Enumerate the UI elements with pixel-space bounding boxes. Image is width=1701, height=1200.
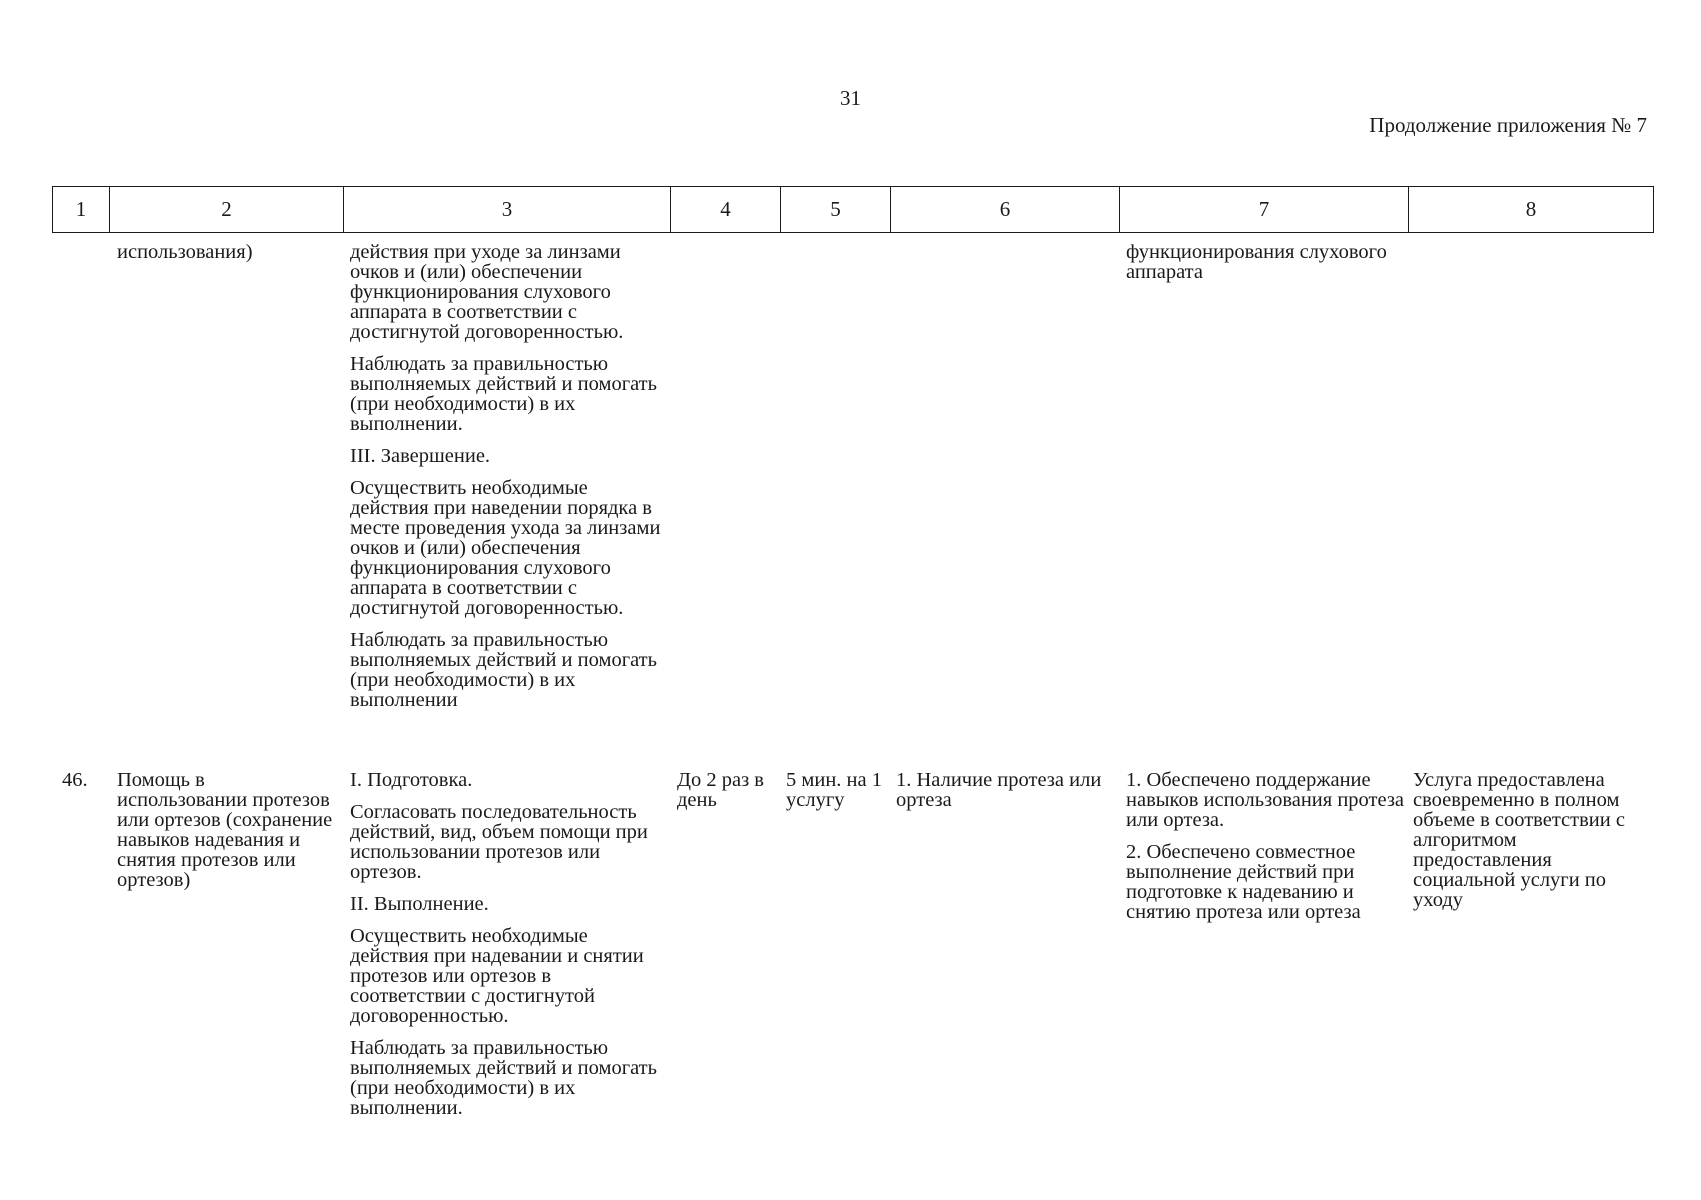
continued-description-para-1: действия при уходе за линзами очков и (или) обеспечении функционирования слухового аппарата в соответствии с достигнутой договоренностью. xyxy=(350,241,624,343)
continued-results xyxy=(1126,242,1408,282)
continued-service-name xyxy=(117,242,339,262)
row-46-description-para-3: II. Выполнение. xyxy=(350,893,489,915)
column-header-4: 4 xyxy=(671,187,781,233)
row-46-results xyxy=(1126,770,1408,922)
row-46-description-para-5: Наблюдать за правильностью выполняемых действий и помогать (при необходимости) в их выполнении. xyxy=(350,1037,657,1119)
row-46-description-para-2: Согласовать последовательность действий, вид, объем помощи при использовании протезов или ортезов. xyxy=(350,801,648,883)
row-46-description xyxy=(350,770,670,1118)
header-row xyxy=(53,187,1654,233)
continued-results-text: функционирования слухового аппарата xyxy=(1126,241,1387,283)
column-number-header xyxy=(52,186,1654,233)
column-header-1: 1 xyxy=(53,187,110,233)
row-46-description-para-1: I. Подготовка. xyxy=(350,769,473,791)
continued-service-name-text: использования) xyxy=(117,241,253,263)
column-header-7: 7 xyxy=(1120,187,1409,233)
column-header-2: 2 xyxy=(110,187,344,233)
continued-description xyxy=(350,242,670,710)
continued-description-para-2: Наблюдать за правильностью выполняемых действий и помогать (при необходимости) в их выполнении. xyxy=(350,353,657,435)
page-number: 31 xyxy=(840,86,861,110)
row-46-results-para-2: 2. Обеспечено совместное выполнение действий при подготовке к надеванию и снятию протеза или ортеза xyxy=(1126,841,1361,923)
row-46-frequency: До 2 раз в день xyxy=(677,769,764,811)
column-header-5: 5 xyxy=(781,187,891,233)
row-46-service-name: Помощь в использовании протезов или ортезов (сохранение навыков надевания и снятия протезов или ортезов) xyxy=(117,769,333,891)
continued-description-para-5: Наблюдать за правильностью выполняемых действий и помогать (при необходимости) в их выполнении xyxy=(350,629,657,711)
row-46-evaluation: Услуга предоставлена своевременно в полном объеме в соответствии с алгоритмом предоставления социальной услуги по уходу xyxy=(1413,769,1625,911)
row-46-conditions: 1. Наличие протеза или ортеза xyxy=(896,769,1102,811)
row-46-duration: 5 мин. на 1 услугу xyxy=(786,769,882,811)
column-header-6: 6 xyxy=(891,187,1120,233)
column-header-8: 8 xyxy=(1409,187,1654,233)
row-46-results-para-1: 1. Обеспечено поддержание навыков использования протеза или ортеза. xyxy=(1126,769,1405,831)
continued-description-para-4: Осуществить необходимые действия при наведении порядка в месте проведения ухода за линзами очков и (или) обеспечения функционирования слухового аппарата в соответствии с достигнутой договоренностью. xyxy=(350,477,661,619)
continued-description-para-3: III. Завершение. xyxy=(350,445,491,467)
appendix-continuation-note: Продолжение приложения № 7 xyxy=(1369,113,1647,137)
row-46-description-para-4: Осуществить необходимые действия при надевании и снятии протезов или ортезов в соответствии с достигнутой договоренностью. xyxy=(350,925,644,1027)
row-46-number: 46. xyxy=(62,769,88,791)
column-header-3: 3 xyxy=(344,187,671,233)
